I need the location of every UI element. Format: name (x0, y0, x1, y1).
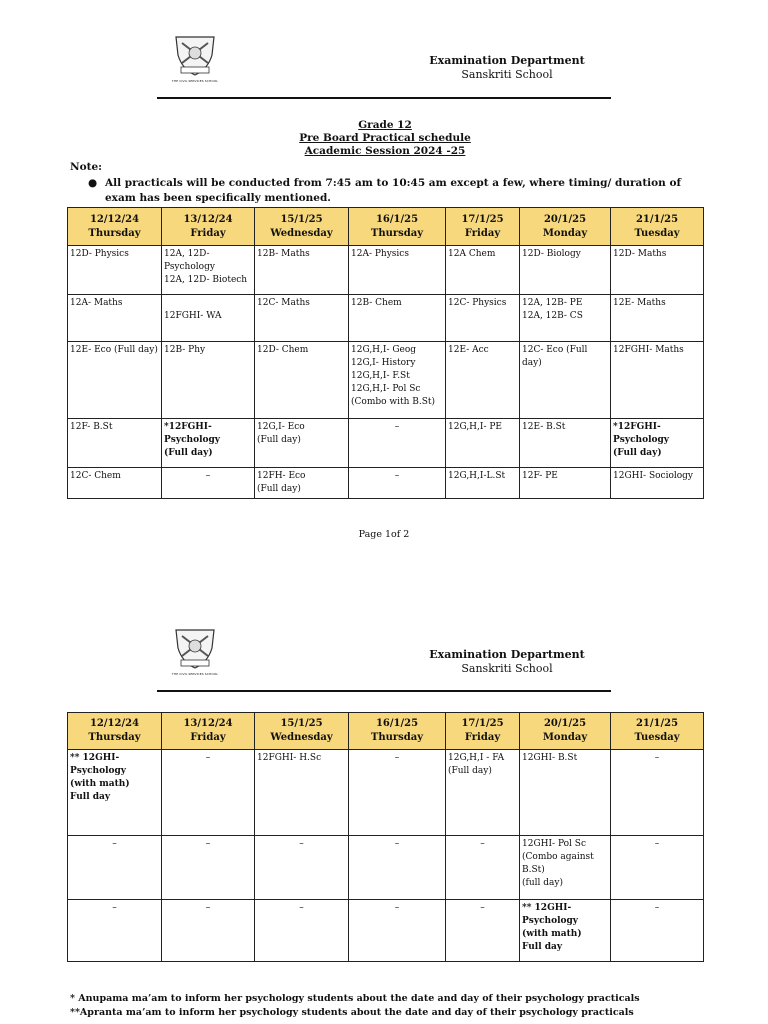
column-header: 12/12/24 Thursday (68, 713, 162, 750)
table-cell: 12C- Chem (68, 468, 162, 499)
schedule-table-2 (67, 712, 704, 962)
table-cell: – (162, 468, 255, 499)
table-cell: – (162, 750, 255, 836)
column-header: 13/12/24 Friday (162, 208, 255, 246)
note-heading: Note: (70, 161, 103, 173)
grade-title: Grade 12 (358, 119, 412, 131)
header-row (68, 208, 704, 246)
table-row (68, 246, 704, 295)
table-cell: – (611, 836, 704, 900)
table-cell: *12FGHI- Psychology (Full day) (611, 419, 704, 468)
table-cell: 12FGHI- WA (162, 295, 255, 342)
table-row (68, 295, 704, 342)
logo-caption: THE CIVIL SERVICES SCHOOL (171, 79, 219, 83)
table-cell: 12A, 12B- PE 12A, 12B- CS (520, 295, 611, 342)
table-row (68, 419, 704, 468)
column-header: 17/1/25 Friday (446, 713, 520, 750)
table-cell: 12G,I- Eco (Full day) (255, 419, 349, 468)
department-name: Examination Department (429, 54, 585, 67)
table-cell: – (349, 836, 446, 900)
column-header: 15/1/25 Wednesday (255, 713, 349, 750)
schedule-table-1 (67, 207, 704, 499)
table-row (68, 342, 704, 419)
note-text: All practicals will be conducted from 7:45 am to 10:45 am except a few, where timing/ duration of exam has been specifically mentioned. (105, 177, 681, 204)
column-header: 13/12/24 Friday (162, 713, 255, 750)
department-header (400, 54, 614, 82)
header-row (68, 713, 704, 750)
table-cell: – (255, 900, 349, 962)
header-rule (157, 690, 611, 692)
table-cell: 12D- Biology (520, 246, 611, 295)
footnote-2: **Apranta ma’am to inform her psychology students about the date and day of their psychology practicals (70, 1007, 634, 1018)
table-cell: 12C- Eco (Full day) (520, 342, 611, 419)
table-cell: 12B- Maths (255, 246, 349, 295)
table-cell: – (68, 900, 162, 962)
table-cell: ** 12GHI- Psychology (with math) Full day (68, 750, 162, 836)
table-row (68, 836, 704, 900)
table-cell: 12C- Physics (446, 295, 520, 342)
table-cell: 12F- B.St (68, 419, 162, 468)
table-cell: 12GHI- B.St (520, 750, 611, 836)
school-logo (168, 626, 222, 682)
table-cell: 12E- B.St (520, 419, 611, 468)
table-cell: 12G,H,I-L.St (446, 468, 520, 499)
column-header: 20/1/25 Monday (520, 713, 611, 750)
table-cell: – (162, 900, 255, 962)
table-cell: 12B- Chem (349, 295, 446, 342)
table-cell: 12A- Physics (349, 246, 446, 295)
table-cell: – (611, 750, 704, 836)
table-cell: 12G,H,I- PE (446, 419, 520, 468)
school-name: Sanskriti School (461, 68, 553, 81)
table-cell: ** 12GHI- Psychology (with math) Full day (520, 900, 611, 962)
table-cell: – (349, 900, 446, 962)
department-name: Examination Department (429, 648, 585, 661)
table-cell: 12E- Eco (Full day) (68, 342, 162, 419)
column-header: 21/1/25 Tuesday (611, 208, 704, 246)
table-cell: 12B- Phy (162, 342, 255, 419)
column-header: 16/1/25 Thursday (349, 713, 446, 750)
column-header: 12/12/24 Thursday (68, 208, 162, 246)
school-crest-icon (168, 626, 222, 672)
table-cell: – (349, 468, 446, 499)
column-header: 16/1/25 Thursday (349, 208, 446, 246)
table-cell: 12D- Physics (68, 246, 162, 295)
table-row (68, 468, 704, 499)
column-header: 20/1/25 Monday (520, 208, 611, 246)
table-cell: 12A- Maths (68, 295, 162, 342)
school-logo (168, 33, 222, 89)
column-header: 15/1/25 Wednesday (255, 208, 349, 246)
logo-caption: THE CIVIL SERVICES SCHOOL (171, 672, 219, 676)
page-number: Page 1of 2 (358, 529, 410, 540)
table-cell: 12FGHI- Maths (611, 342, 704, 419)
table-cell: 12C- Maths (255, 295, 349, 342)
bullet-icon: ● (88, 177, 98, 189)
school-name: Sanskriti School (461, 662, 553, 675)
session-title: Academic Session 2024 -25 (304, 145, 466, 157)
table-cell: 12FGHI- H.Sc (255, 750, 349, 836)
table-cell: 12GHI- Sociology (611, 468, 704, 499)
table-cell: 12A Chem (446, 246, 520, 295)
department-header (400, 648, 614, 676)
column-header: 21/1/25 Tuesday (611, 713, 704, 750)
header-rule (157, 97, 611, 99)
footnote-1: * Anupama ma’am to inform her psychology students about the date and day of their psychology practicals (70, 993, 640, 1004)
document-titles (240, 119, 530, 158)
school-crest-icon (168, 33, 222, 79)
table-cell: – (162, 836, 255, 900)
table-cell: – (349, 419, 446, 468)
column-header: 17/1/25 Friday (446, 208, 520, 246)
table-cell: – (446, 836, 520, 900)
table-cell: 12D- Chem (255, 342, 349, 419)
table-cell: 12A, 12D- Psychology 12A, 12D- Biotech (162, 246, 255, 295)
table-cell: 12FH- Eco (Full day) (255, 468, 349, 499)
table-cell: 12G,H,I- Geog 12G,I- History 12G,H,I- F.St 12G,H,I- Pol Sc (Combo with B.St) (349, 342, 446, 419)
table-cell: 12G,H,I - FA (Full day) (446, 750, 520, 836)
table-cell: 12GHI- Pol Sc (Combo against B.St) (full day) (520, 836, 611, 900)
schedule-title: Pre Board Practical schedule (299, 132, 471, 144)
table-cell: – (446, 900, 520, 962)
table-cell: – (255, 836, 349, 900)
table-cell: 12F- PE (520, 468, 611, 499)
table-cell: 12E- Maths (611, 295, 704, 342)
table-cell: – (349, 750, 446, 836)
table-row (68, 750, 704, 836)
table-cell: 12D- Maths (611, 246, 704, 295)
table-cell: – (68, 836, 162, 900)
table-cell: – (611, 900, 704, 962)
table-row (68, 900, 704, 962)
table-cell: 12E- Acc (446, 342, 520, 419)
table-cell: *12FGHI- Psychology (Full day) (162, 419, 255, 468)
